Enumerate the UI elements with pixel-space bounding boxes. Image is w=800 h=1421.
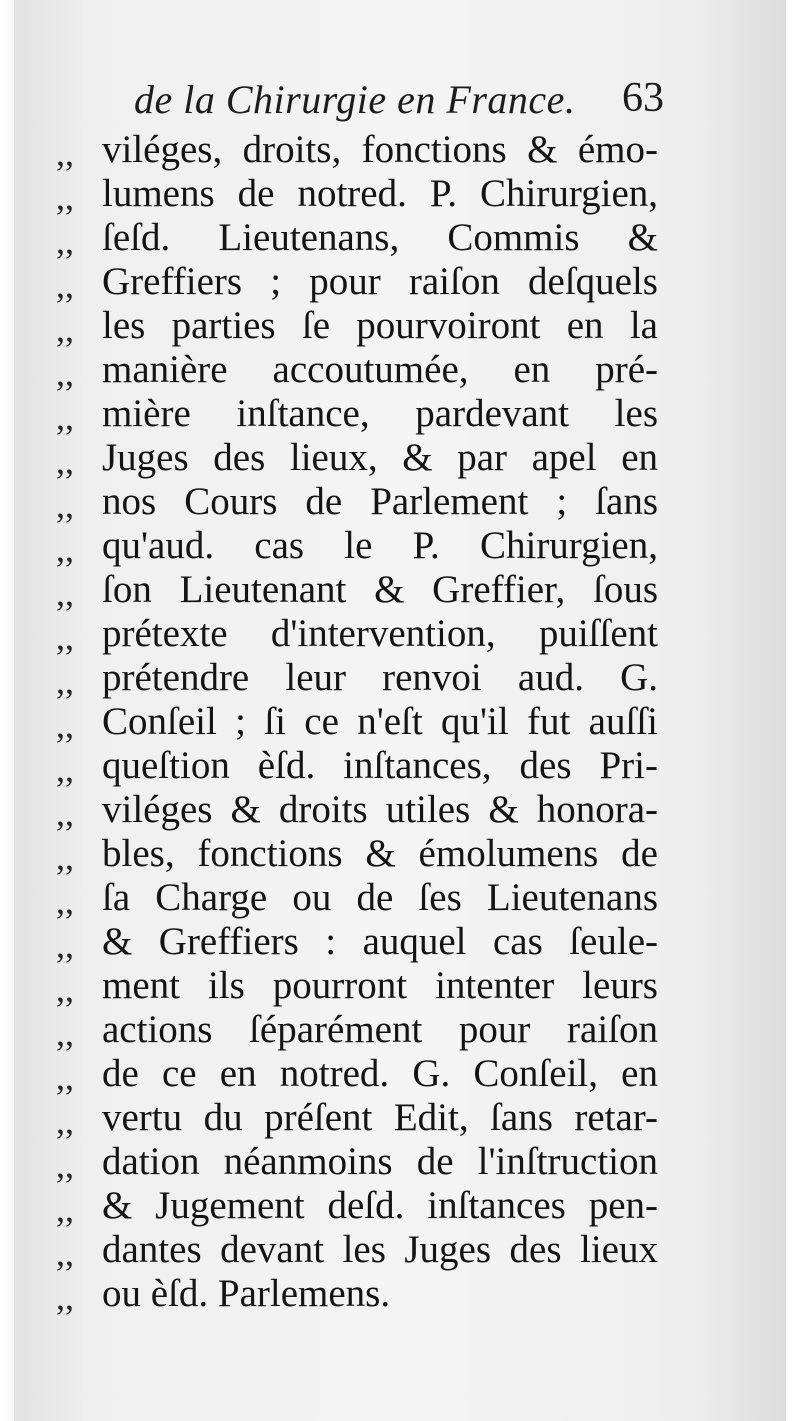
text-line <box>56 216 666 260</box>
line-text: les parties ſe pourvoiront en la <box>102 304 658 347</box>
text-line <box>56 480 666 524</box>
text-line <box>56 1052 666 1096</box>
line-text: de ce en notred. G. Conſeil, en <box>102 1052 658 1095</box>
text-line <box>56 128 666 172</box>
text-line <box>56 260 666 304</box>
text-line <box>56 348 666 392</box>
text-line <box>56 1096 666 1140</box>
line-text: lumens de notred. P. Chirurgien, <box>102 172 658 215</box>
quote-mark: ,, <box>56 353 74 393</box>
line-text: ou èſd. Parlemens. <box>102 1272 391 1315</box>
line-text: & Greffiers : auquel cas ſeule- <box>102 920 658 963</box>
line-text: ſon Lieutenant & Greffier, ſous <box>102 568 658 611</box>
line-text: nos Cours de Parlement ; ſans <box>102 480 658 523</box>
quote-mark: ,, <box>56 749 74 789</box>
quote-mark: ,, <box>56 1233 74 1273</box>
line-text: viléges, droits, fonctions & émo- <box>102 128 658 171</box>
quote-mark: ,, <box>56 397 74 437</box>
text-line <box>56 964 666 1008</box>
line-text: ſa Charge ou de ſes Lieutenans <box>102 876 658 919</box>
line-text: dation néanmoins de l'inſtruction <box>102 1140 658 1183</box>
quote-mark: ,, <box>56 177 74 217</box>
text-line <box>56 612 666 656</box>
book-page <box>14 0 786 1421</box>
line-text: bles, fonctions & émolumens de <box>102 832 658 875</box>
text-line <box>56 744 666 788</box>
line-text: actions ſéparément pour raiſon <box>102 1008 658 1051</box>
running-title: de la Chirurgie en France. <box>134 77 576 122</box>
text-line <box>56 1184 666 1228</box>
text-line <box>56 568 666 612</box>
quote-mark: ,, <box>56 837 74 877</box>
quote-mark: ,, <box>56 617 74 657</box>
quote-mark: ,, <box>56 529 74 569</box>
line-text: viléges & droits utiles & honora- <box>102 788 658 831</box>
line-text: mière inſtance, pardevant les <box>102 392 658 435</box>
line-text: Greffiers ; pour raiſon deſquels <box>102 260 658 303</box>
page-edge <box>0 0 14 1421</box>
line-text: vertu du préſent Edit, ſans retar- <box>102 1096 658 1139</box>
line-text: prétexte d'intervention, puiſſent <box>102 612 658 655</box>
text-line <box>56 1228 666 1272</box>
page-number: 63 <box>622 75 664 121</box>
text-line <box>56 436 666 480</box>
text-line <box>56 656 666 700</box>
quote-mark: ,, <box>56 1101 74 1141</box>
quote-mark: ,, <box>56 705 74 745</box>
text-line <box>56 1272 666 1316</box>
text-line <box>56 876 666 920</box>
line-text: Conſeil ; ſi ce n'eſt qu'il fut auſſi <box>102 700 658 743</box>
quote-mark: ,, <box>56 1145 74 1185</box>
text-line <box>56 700 666 744</box>
text-line <box>56 1140 666 1184</box>
quote-mark: ,, <box>56 133 74 173</box>
quote-mark: ,, <box>56 1277 74 1317</box>
text-line <box>56 1008 666 1052</box>
quote-mark: ,, <box>56 1013 74 1053</box>
quote-mark: ,, <box>56 573 74 613</box>
quote-mark: ,, <box>56 309 74 349</box>
quote-mark: ,, <box>56 1057 74 1097</box>
quote-mark: ,, <box>56 881 74 921</box>
text-line <box>56 392 666 436</box>
line-text: manière accoutumée, en pré- <box>102 348 658 391</box>
quote-mark: ,, <box>56 221 74 261</box>
line-text: qu'aud. cas le P. Chirurgien, <box>102 524 658 567</box>
text-line <box>56 832 666 876</box>
line-text: prétendre leur renvoi aud. G. <box>102 656 658 699</box>
line-text: dantes devant les Juges des lieux <box>102 1228 658 1271</box>
body-text <box>56 128 666 1316</box>
text-line <box>56 524 666 568</box>
line-text: & Jugement deſd. inſtances pen- <box>102 1184 658 1227</box>
page-header <box>134 76 664 136</box>
quote-mark: ,, <box>56 925 74 965</box>
text-line <box>56 920 666 964</box>
quote-mark: ,, <box>56 793 74 833</box>
line-text: Juges des lieux, & par apel en <box>102 436 658 479</box>
quote-mark: ,, <box>56 485 74 525</box>
quote-mark: ,, <box>56 1189 74 1229</box>
line-text: ſeſd. Lieutenans, Commis & <box>102 216 658 259</box>
text-line <box>56 788 666 832</box>
quote-mark: ,, <box>56 265 74 305</box>
quote-mark: ,, <box>56 661 74 701</box>
text-line <box>56 304 666 348</box>
line-text: ment ils pourront intenter leurs <box>102 964 658 1007</box>
line-text: queſtion èſd. inſtances, des Pri- <box>102 744 658 787</box>
quote-mark: ,, <box>56 441 74 481</box>
quote-mark: ,, <box>56 969 74 1009</box>
text-line <box>56 172 666 216</box>
